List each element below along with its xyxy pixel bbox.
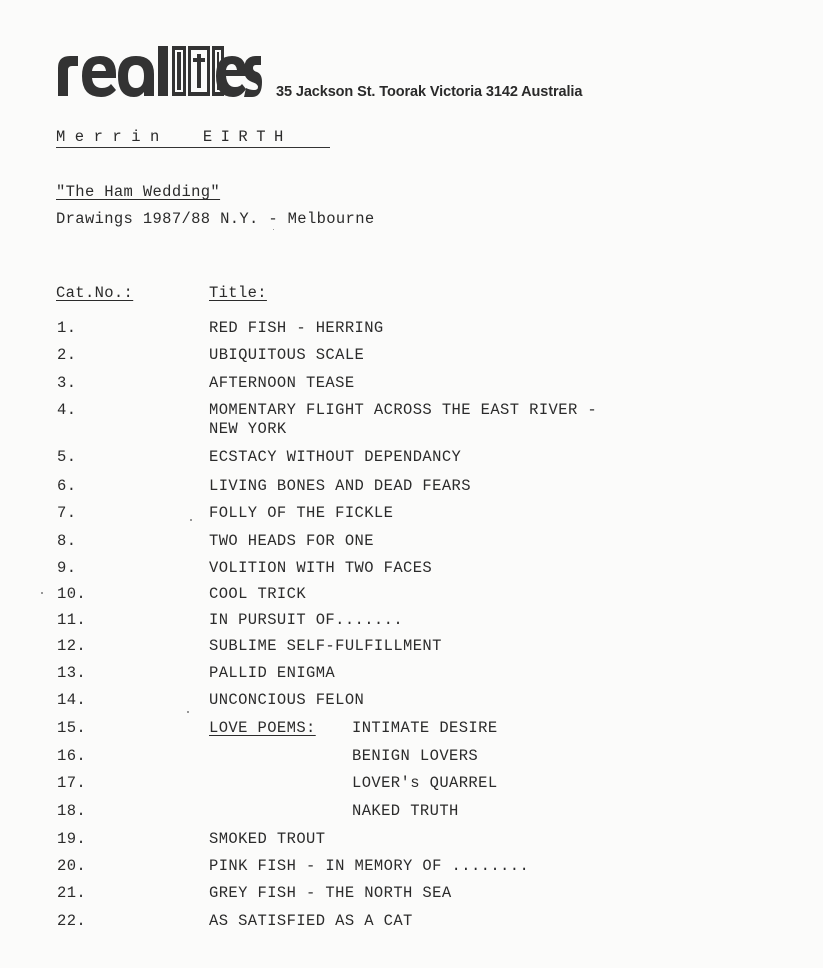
work-title: MOMENTARY FLIGHT ACROSS THE EAST RIVER - bbox=[209, 401, 598, 419]
list-item bbox=[0, 559, 823, 579]
work-title: SMOKED TROUT bbox=[209, 830, 326, 848]
column-header-title: Title: bbox=[209, 284, 267, 302]
list-item bbox=[0, 774, 823, 794]
list-item bbox=[0, 504, 823, 524]
list-item bbox=[0, 802, 823, 822]
list-item bbox=[0, 585, 823, 605]
work-title: TWO HEADS FOR ONE bbox=[209, 532, 374, 550]
cat-number: 9. bbox=[57, 559, 77, 577]
list-item bbox=[0, 448, 823, 468]
column-header-cat-no: Cat.No.: bbox=[56, 284, 134, 302]
cat-number: 20. bbox=[57, 857, 87, 875]
list-item bbox=[0, 319, 823, 339]
work-title: LOVER's QUARREL bbox=[352, 774, 498, 792]
cat-number: 14. bbox=[57, 691, 87, 709]
cat-number: 17. bbox=[57, 774, 87, 792]
work-title: RED FISH - HERRING bbox=[209, 319, 384, 337]
cat-number: 13. bbox=[57, 664, 87, 682]
work-title: AS SATISFIED AS A CAT bbox=[209, 912, 413, 930]
love-poems-label: LOVE POEMS: bbox=[209, 719, 316, 737]
work-title: UBIQUITOUS SCALE bbox=[209, 346, 365, 364]
list-item bbox=[0, 477, 823, 497]
work-title: UNCONCIOUS FELON bbox=[209, 691, 365, 709]
cat-number: 19. bbox=[57, 830, 87, 848]
artist-underline bbox=[56, 147, 330, 148]
work-title: COOL TRICK bbox=[209, 585, 307, 603]
work-title: SUBLIME SELF-FULFILLMENT bbox=[209, 637, 442, 655]
show-title: "The Ham Wedding" bbox=[56, 183, 221, 201]
cat-number: 21. bbox=[57, 884, 87, 902]
cat-number: 7. bbox=[57, 504, 77, 522]
list-item bbox=[0, 374, 823, 394]
list-item bbox=[0, 532, 823, 552]
work-title: AFTERNOON TEASE bbox=[209, 374, 355, 392]
letterhead bbox=[56, 44, 582, 100]
list-item bbox=[0, 401, 823, 441]
cat-number: 10. bbox=[57, 585, 87, 603]
work-title: GREY FISH - THE NORTH SEA bbox=[209, 884, 452, 902]
paper-speck bbox=[41, 592, 43, 594]
list-item bbox=[0, 637, 823, 657]
list-item bbox=[0, 857, 823, 877]
list-item bbox=[0, 691, 823, 711]
realities-logo bbox=[56, 44, 264, 100]
letterhead-address: 35 Jackson St. Toorak Victoria 3142 Australia bbox=[276, 84, 583, 100]
cat-number: 16. bbox=[57, 747, 87, 765]
cat-number: 15. bbox=[57, 719, 87, 737]
work-title: FOLLY OF THE FICKLE bbox=[209, 504, 394, 522]
cat-number: 1. bbox=[57, 319, 77, 337]
list-item bbox=[0, 830, 823, 850]
list-item bbox=[0, 884, 823, 904]
work-title: INTIMATE DESIRE bbox=[352, 719, 498, 737]
list-item bbox=[0, 346, 823, 366]
cat-number: 22. bbox=[57, 912, 87, 930]
work-title: IN PURSUIT OF....... bbox=[209, 611, 404, 629]
artist-name bbox=[56, 128, 292, 146]
work-title: BENIGN LOVERS bbox=[352, 747, 479, 765]
work-title: VOLITION WITH TWO FACES bbox=[209, 559, 433, 577]
cat-number: 3. bbox=[57, 374, 77, 392]
work-title: ECSTACY WITHOUT DEPENDANCY bbox=[209, 448, 462, 466]
work-title: LIVING BONES AND DEAD FEARS bbox=[209, 477, 471, 495]
list-item bbox=[0, 912, 823, 932]
paper-speck bbox=[190, 519, 192, 521]
work-title: PALLID ENIGMA bbox=[209, 664, 336, 682]
cat-number: 5. bbox=[57, 448, 77, 466]
cat-number: 12. bbox=[57, 637, 87, 655]
cat-number: 18. bbox=[57, 802, 87, 820]
artist-last-name: EIRTH bbox=[202, 128, 292, 146]
work-title-continued: NEW YORK bbox=[209, 420, 287, 438]
work-title: PINK FISH - IN MEMORY OF ........ bbox=[209, 857, 530, 875]
show-subtitle: Drawings 1987/88 N.Y. - Melbourne bbox=[56, 210, 375, 228]
cat-number: 6. bbox=[57, 477, 77, 495]
cat-number: 2. bbox=[57, 346, 77, 364]
list-item bbox=[0, 611, 823, 631]
paper-speck bbox=[273, 229, 274, 230]
work-title: NAKED TRUTH bbox=[352, 802, 459, 820]
list-item bbox=[0, 664, 823, 684]
cat-number: 11. bbox=[57, 611, 87, 629]
list-item bbox=[0, 719, 823, 739]
paper-speck bbox=[187, 711, 189, 713]
cat-number: 4. bbox=[57, 401, 77, 419]
artist-first-name: Merrin bbox=[56, 128, 169, 146]
cat-number: 8. bbox=[57, 532, 77, 550]
list-item bbox=[0, 747, 823, 767]
